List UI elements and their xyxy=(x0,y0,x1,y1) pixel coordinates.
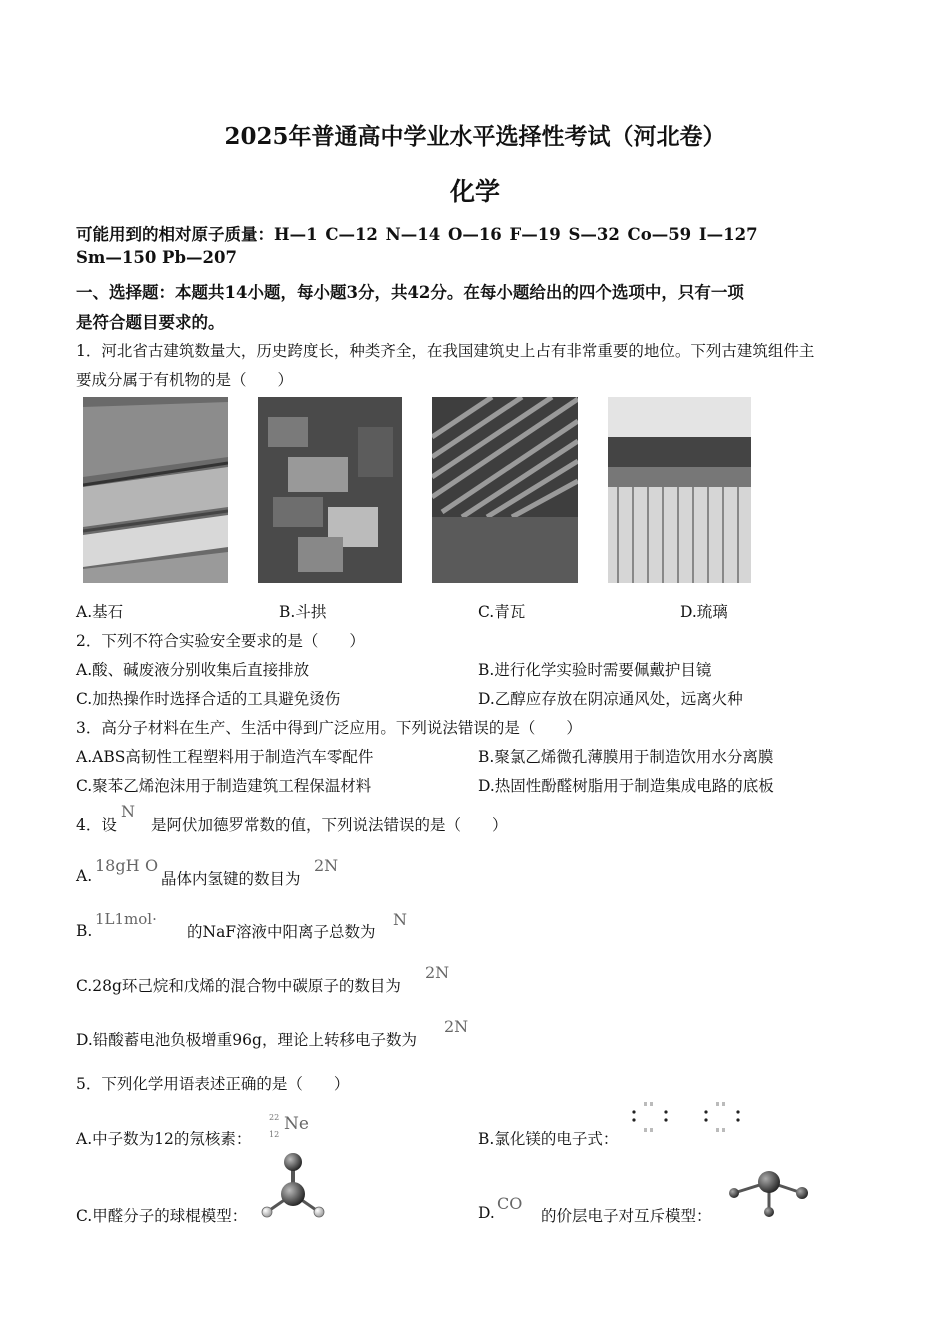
q1-stem-line-2: 要成分属于有机物的是（ ） xyxy=(76,371,294,389)
q4-option-b-value: N xyxy=(393,910,407,929)
q5-stem: 5．下列化学用语表述正确的是（ ） xyxy=(76,1075,350,1093)
q4-option-b-text: 的NaF溶液中阳离子总数为 xyxy=(187,923,376,941)
q1-option-b: B.斗拱 xyxy=(279,603,327,621)
q3-option-c: C.聚苯乙烯泡沫用于制造建筑工程保温材料 xyxy=(76,777,372,795)
q4-option-a-value: 2N xyxy=(314,856,339,875)
photo-grey-tiles xyxy=(432,397,578,583)
q5-option-d-formula: CO xyxy=(497,1194,523,1213)
q4-option-a-formula: 18gH xyxy=(95,856,140,875)
q5-option-a-atomic-number: 12 xyxy=(269,1130,280,1139)
q2-option-b: B.进行化学实验时需要佩戴护目镜 xyxy=(478,661,712,679)
photo-foundation-stone xyxy=(83,397,228,583)
q5-option-a-symbol: Ne xyxy=(284,1114,309,1134)
q5-option-a-text: A.中子数为12的氖核素： xyxy=(76,1130,252,1148)
q5-option-a-mass-number: 22 xyxy=(269,1113,280,1122)
q2-option-d: D.乙醇应存放在阴凉通风处，远离火种 xyxy=(478,690,743,708)
q4-option-b-label: B. xyxy=(76,922,93,940)
q4-stem-prefix: 4．设 xyxy=(76,816,117,834)
q4-option-d-text: D.铅酸蓄电池负极增重96g，理论上转移电子数为 xyxy=(76,1031,417,1049)
q3-option-b: B.聚氯乙烯微孔薄膜用于制造饮用水分离膜 xyxy=(478,748,774,766)
q5-option-d-label: D. xyxy=(478,1204,495,1222)
q1-option-d: D.琉璃 xyxy=(680,603,728,621)
q4-option-b-formula: 1L1mol· xyxy=(95,910,157,928)
section-heading-line-1: 一、选择题：本题共14小题，每小题3分，共42分。在每小题给出的四个选项中，只有一项 xyxy=(76,283,744,302)
q4-option-c-value: 2N xyxy=(425,963,450,982)
q3-stem: 3．高分子材料在生产、生活中得到广泛应用。下列说法错误的是（ ） xyxy=(76,719,582,737)
q4-option-a-text: 晶体内氢键的数目为 xyxy=(161,870,301,888)
exam-title: 2025年普通高中学业水平选择性考试（河北卷） xyxy=(224,123,726,150)
q2-option-a: A.酸、碱废液分别收集后直接排放 xyxy=(76,661,310,679)
formaldehyde-ball-stick-model xyxy=(257,1150,329,1222)
photo-dougong-bracket xyxy=(258,397,402,583)
photo-glazed-tiles xyxy=(608,397,751,583)
q4-option-a-formula-o: O xyxy=(145,856,159,875)
q5-option-c-text: C.甲醛分子的球棍模型： xyxy=(76,1207,248,1225)
atomic-mass-line-2: Sm—150 Pb—207 xyxy=(76,248,237,267)
q1-option-c: C.青瓦 xyxy=(478,603,526,621)
mgcl2-electron-formula xyxy=(626,1098,746,1140)
vsepr-model xyxy=(722,1160,812,1220)
q4-stem-text: 是阿伏加德罗常数的值，下列说法错误的是（ ） xyxy=(151,816,508,834)
q5-option-d-text: 的价层电子对互斥模型： xyxy=(541,1207,712,1225)
section-heading-line-2: 是符合题目要求的。 xyxy=(76,313,225,332)
subject-title: 化学 xyxy=(449,177,500,206)
q4-stem-symbol: N xyxy=(121,802,135,821)
q5-option-b-text: B.氯化镁的电子式： xyxy=(478,1130,619,1148)
atomic-mass-line-1: 可能用到的相对原子质量：H—1 C—12 N—14 O—16 F—19 S—32 Co—59 I—127 xyxy=(76,225,758,244)
q4-option-a-label: A. xyxy=(76,867,93,885)
q3-option-d: D.热固性酚醛树脂用于制造集成电路的底板 xyxy=(478,777,774,795)
q4-option-c-text: C.28g环己烷和戊烯的混合物中碳原子的数目为 xyxy=(76,977,401,995)
q1-stem-line-1: 1．河北省古建筑数量大，历史跨度长，种类齐全，在我国建筑史上占有非常重要的地位。下列古建筑组件主 xyxy=(76,342,815,360)
q4-option-d-value: 2N xyxy=(444,1017,469,1036)
q2-option-c: C.加热操作时选择合适的工具避免烫伤 xyxy=(76,690,341,708)
q2-stem: 2．下列不符合实验安全要求的是（ ） xyxy=(76,632,365,650)
q3-option-a: A.ABS高韧性工程塑料用于制造汽车零配件 xyxy=(76,748,374,766)
q1-option-a: A.基石 xyxy=(76,603,124,621)
